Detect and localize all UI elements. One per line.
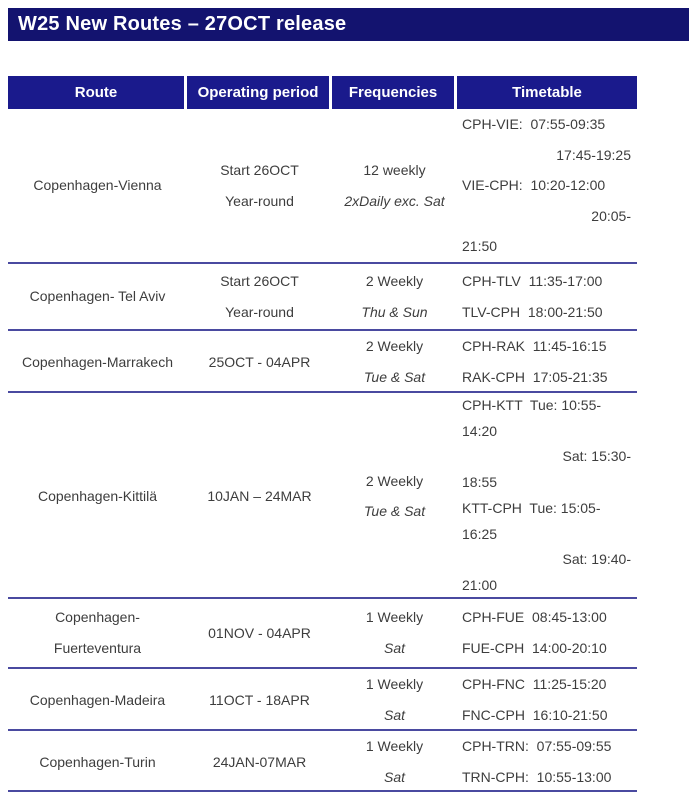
title-bar — [8, 8, 689, 41]
frequencies-cell — [332, 264, 457, 329]
timetable-line: TLV-CPH 18:00-21:50 — [462, 303, 603, 320]
route-cell — [8, 669, 187, 731]
frequency-value: 2 Weekly — [365, 338, 424, 354]
frequency-value: 1 Weekly — [365, 676, 424, 692]
frequency-value: 12 weekly — [363, 162, 426, 178]
operating-period-cell — [187, 331, 332, 393]
operating-period-cell — [187, 599, 332, 667]
timetable-line: 20:05- — [591, 207, 631, 224]
table-row-madeira — [8, 667, 637, 729]
frequency-value: 2 Weekly — [365, 272, 424, 289]
frequency-note: 2xDaily exc. Sat — [344, 192, 445, 209]
frequencies-cell — [332, 331, 457, 393]
table-row-kittila — [8, 391, 637, 597]
header-operating-period: Operating period — [187, 76, 332, 109]
route-cell — [8, 109, 187, 262]
frequencies-cell — [332, 669, 457, 731]
timetable-line: CPH-FNC 11:25-15:20 — [462, 676, 607, 692]
timetable-line: 14:20 — [462, 422, 498, 439]
route-cell — [8, 331, 187, 393]
timetable-line: 17:45-19:25 — [556, 146, 631, 163]
route-cell — [8, 599, 187, 667]
header-route: Route — [8, 76, 187, 109]
timetable-cell — [457, 599, 637, 667]
period-line: 24JAN-07MAR — [212, 753, 307, 770]
frequency-value: 1 Weekly — [365, 609, 424, 625]
frequency-note: Tue & Sat — [363, 502, 426, 519]
period-line: 01NOV - 04APR — [208, 624, 311, 641]
period-line: 10JAN – 24MAR — [207, 487, 312, 504]
frequencies-cell — [332, 599, 457, 667]
period-line: Start 26OCT — [220, 272, 299, 289]
period-line: Start 26OCT — [220, 162, 299, 178]
timetable-line: CPH-RAK 11:45-16:15 — [462, 338, 607, 354]
route-cell — [8, 393, 187, 599]
route-name: Copenhagen-Marrakech — [22, 353, 173, 370]
frequency-note: Sat — [383, 640, 405, 656]
timetable-cell — [457, 669, 637, 731]
period-line: Year-round — [225, 303, 294, 320]
period-line: Year-round — [225, 192, 294, 209]
operating-period-cell — [187, 264, 332, 329]
timetable-line: CPH-FUE 08:45-13:00 — [462, 609, 607, 625]
header-timetable: Timetable — [457, 76, 637, 109]
route-cell — [8, 264, 187, 329]
timetable-line: Sat: 15:30- — [562, 448, 631, 465]
route-name: Copenhagen-Vienna — [33, 177, 162, 194]
timetable-line: CPH-TLV 11:35-17:00 — [462, 272, 603, 289]
timetable-line: FUE-CPH 14:00-20:10 — [462, 640, 607, 656]
timetable-line: KTT-CPH Tue: 15:05- — [462, 499, 601, 516]
timetable-line: CPH-VIE: 07:55-09:35 — [462, 116, 606, 133]
header-frequencies: Frequencies — [332, 76, 457, 109]
route-name: Copenhagen-Madeira — [29, 691, 166, 708]
timetable-line: Sat: 19:40- — [562, 551, 631, 568]
frequency-note: Sat — [383, 707, 405, 723]
route-name: Copenhagen-Turin — [39, 753, 156, 770]
frequency-note: Sat — [383, 769, 405, 785]
timetable-cell — [457, 731, 637, 793]
frequency-value: 2 Weekly — [365, 472, 424, 489]
period-line: 11OCT - 18APR — [209, 691, 310, 708]
operating-period-cell — [187, 669, 332, 731]
frequency-value: 1 Weekly — [365, 738, 424, 754]
timetable-line: TRN-CPH: 10:55-13:00 — [462, 769, 612, 785]
table-row-marrakech — [8, 329, 637, 391]
timetable-line: 21:00 — [462, 576, 498, 593]
operating-period-cell — [187, 393, 332, 599]
table-header-row — [8, 76, 637, 109]
period-line: 25OCT - 04APR — [208, 353, 311, 370]
page-title: W25 New Routes – 27OCT release — [18, 13, 347, 35]
frequencies-cell — [332, 731, 457, 793]
frequencies-cell — [332, 393, 457, 599]
route-name: Copenhagen- — [55, 609, 140, 625]
routes-table — [8, 76, 637, 792]
timetable-cell — [457, 264, 637, 329]
frequency-note: Tue & Sat — [363, 369, 426, 385]
frequencies-cell — [332, 109, 457, 262]
frequency-note: Thu & Sun — [361, 303, 428, 320]
table-row-vienna — [8, 109, 637, 262]
timetable-line: FNC-CPH 16:10-21:50 — [462, 707, 608, 723]
timetable-line: 18:55 — [462, 474, 498, 491]
operating-period-cell — [187, 731, 332, 793]
timetable-cell — [457, 393, 637, 599]
timetable-cell — [457, 109, 637, 262]
timetable-line: CPH-KTT Tue: 10:55- — [462, 397, 602, 413]
table-row-turin — [8, 729, 637, 792]
route-name: Fuerteventura — [53, 640, 142, 656]
timetable-line: 16:25 — [462, 525, 498, 542]
timetable-line: CPH-TRN: 07:55-09:55 — [462, 738, 612, 754]
timetable-line: RAK-CPH 17:05-21:35 — [462, 369, 608, 385]
table-row-tel-aviv — [8, 262, 637, 329]
timetable-cell — [457, 331, 637, 393]
route-name: Copenhagen-Kittilä — [37, 487, 158, 504]
route-name: Copenhagen- Tel Aviv — [29, 288, 166, 304]
operating-period-cell — [187, 109, 332, 262]
timetable-line: VIE-CPH: 10:20-12:00 — [462, 177, 606, 194]
timetable-line: 21:50 — [462, 238, 498, 255]
table-row-fuerteventura — [8, 597, 637, 667]
route-cell — [8, 731, 187, 793]
